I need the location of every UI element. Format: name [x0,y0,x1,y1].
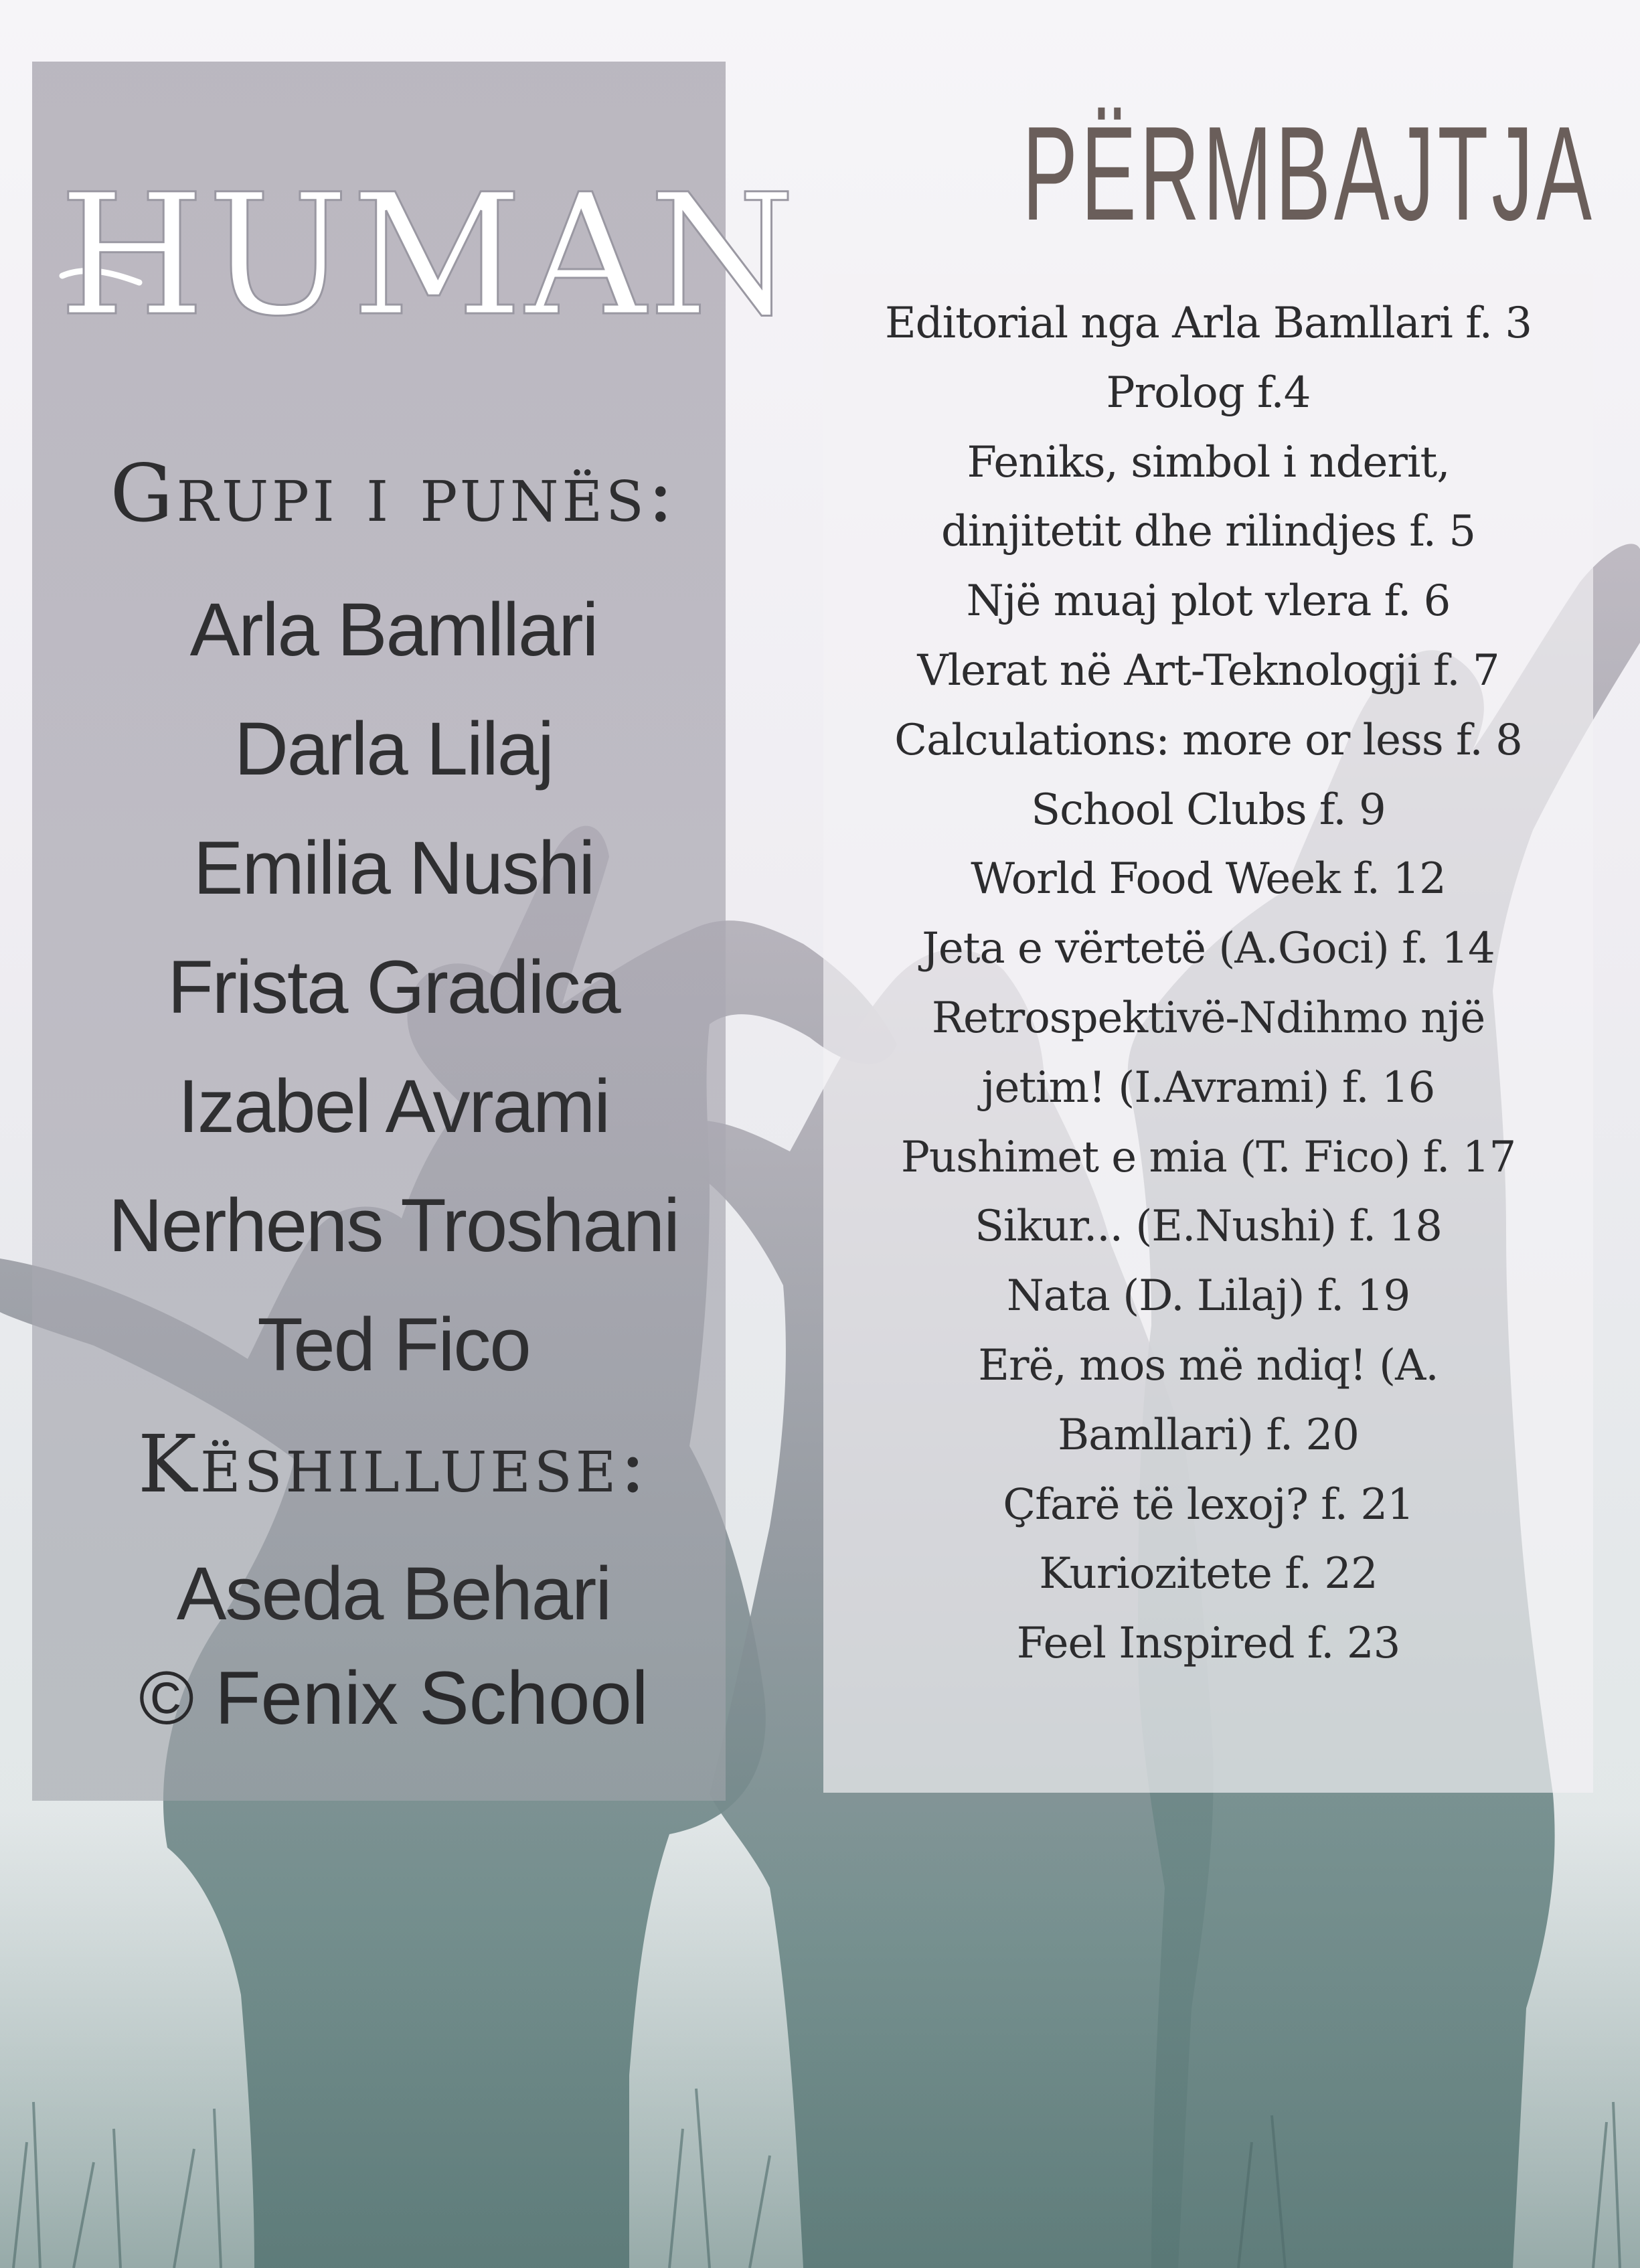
credits-panel [32,62,798,1801]
toc-entry: Nata (D. Lilaj) f. 19 [1006,1271,1410,1321]
toc-entry: Feniks, simbol i nderit, [967,437,1450,487]
toc-entry: Një muaj plot vlera f. 6 [966,576,1451,627]
toc-entry: Vlerat në Art-Teknologji f. 7 [917,645,1499,696]
toc-entry: Çfarë të lexoj? f. 21 [1003,1479,1414,1530]
toc-entry: Kuriozitete f. 22 [1039,1549,1378,1599]
magazine-title: HUMAN [59,158,798,353]
copyright-notice: © Fenix School [139,1656,649,1740]
toc-entry: Bamllari) f. 20 [1058,1410,1359,1460]
advisor-heading: Këshilluese: [137,1418,650,1510]
toc-entry: Sikur... (E.Nushi) f. 18 [975,1202,1442,1252]
toc-entry: Calculations: more or less f. 8 [894,715,1522,765]
toc-entry: dinjitetit dhe rilindjes f. 5 [940,507,1476,557]
team-heading: Grupi i punës: [110,447,677,540]
team-member: Arla Bamllari [189,588,598,671]
advisor-list [59,1534,728,1653]
toc-entry: Retrospektivë-Ndihmo një [931,993,1485,1043]
toc-title: PËRMBAJTJA [1022,99,1595,248]
toc-entry: Feel Inspired f. 23 [1016,1619,1400,1669]
toc-entry: Erë, mos më ndiq! (A. [978,1340,1439,1390]
toc-entry: World Food Week f. 12 [971,854,1446,904]
toc-list [823,289,1593,1679]
team-member: Frista Gradica [167,945,620,1029]
team-member: Darla Lilaj [234,707,553,791]
toc-entry: Jeta e vërtetë (A.Goci) f. 14 [922,924,1495,974]
toc-entry: jetim! (I.Avrami) f. 16 [981,1062,1435,1113]
toc-entry: Editorial nga Arla Bamllari f. 3 [884,299,1532,348]
team-member: Nerhens Troshani [108,1184,679,1267]
masthead-logo [59,149,798,363]
advisor-name: Aseda Behari [176,1552,611,1635]
toc-entry: Pushimet e mia (T. Fico) f. 17 [900,1132,1516,1182]
team-member-list [59,570,728,1404]
team-member: Izabel Avrami [177,1064,610,1148]
team-member: Ted Fico [257,1303,530,1386]
team-member: Emilia Nushi [193,826,594,910]
toc-entry: Prolog f.4 [1106,368,1311,418]
toc-entry: School Clubs f. 9 [1031,785,1386,835]
